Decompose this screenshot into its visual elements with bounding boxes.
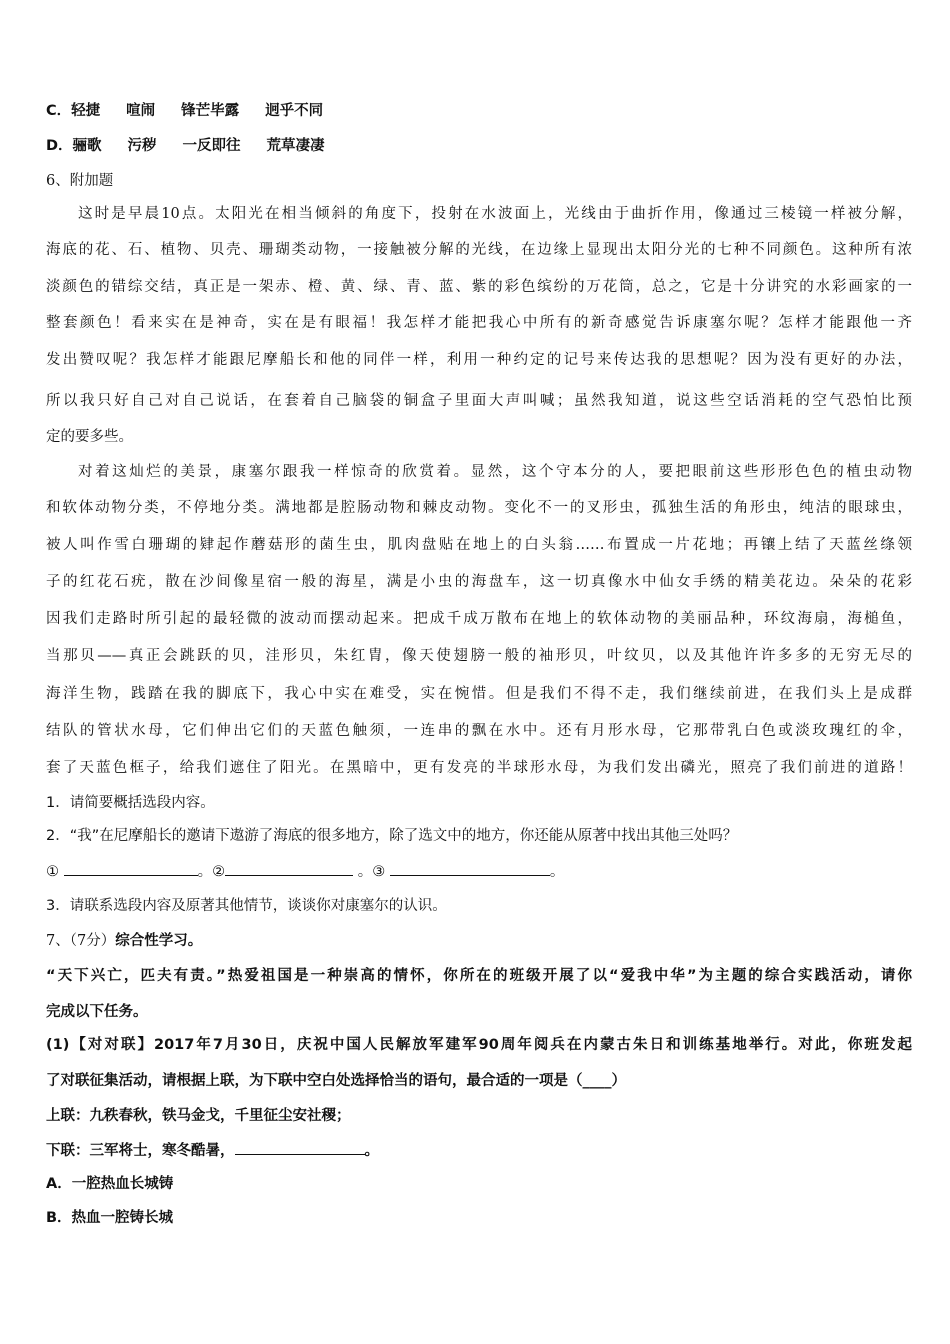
q7-option-a: A．一腔热血长城铸 bbox=[46, 1176, 174, 1192]
blank-end: 。 bbox=[549, 864, 565, 880]
q7-part1-line: 了对联征集活动，请根据上联，为下联中空白处选择恰当的语句，最合适的一项是（____） bbox=[46, 1073, 626, 1089]
couplet-lower-end: 。 bbox=[364, 1143, 379, 1159]
couplet-lower bbox=[46, 1140, 912, 1161]
q7-part1-line: (1)【对对联】2017年7月30日，庆祝中国人民解放军建军90周年阅兵在内蒙古朱日和训练基地举行。对此，你班发起 bbox=[46, 1037, 912, 1053]
answer-blank[interactable] bbox=[225, 861, 353, 876]
option-word: 迥乎不同 bbox=[265, 103, 324, 119]
option-word: 轻捷 bbox=[71, 103, 101, 119]
option-word: 污秽 bbox=[127, 138, 157, 154]
q7-heading-title: 综合性学习。 bbox=[115, 933, 203, 949]
q7-option-b: B．热血一腔铸长城 bbox=[46, 1210, 174, 1226]
option-word: 骊歌 bbox=[72, 138, 102, 154]
q6-para2-line: 套了天蓝色框子，给我们遮住了阳光。在黑暗中，更有发亮的半球形水母，为我们发出磷光，照亮了我们前进的道路！ bbox=[46, 760, 912, 776]
answer-blank[interactable] bbox=[390, 861, 550, 876]
q6-para2-line: 子的红花石疣，散在沙间像星宿一般的海星，满是小虫的海盘车，这一切真像水中仙女手绣的精美花边。朵朵的花彩 bbox=[46, 574, 912, 590]
blank-marker: 。② bbox=[197, 864, 226, 880]
q6-para1-line: 这时是早晨10点。太阳光在相当倾斜的角度下，投射在水波面上，光线由于曲折作用，像通过三棱镜一样被分解， bbox=[78, 206, 912, 222]
q6-para1-line: 整套颜色！看来实在是神奇，实在是有眼福！我怎样才能把我心中所有的新奇感觉告诉康塞尔呢？怎样才能跟他一齐 bbox=[46, 315, 912, 331]
option-word: 一反即往 bbox=[182, 138, 241, 154]
option-word: 荒草凄凄 bbox=[266, 138, 325, 154]
q6-para1-line: 海底的花、石、植物、贝壳、珊瑚类动物，一接触被分解的光线，在边缘上显现出太阳分光的七种不同颜色。这种所有浓 bbox=[46, 242, 912, 258]
option-letter: D． bbox=[46, 138, 73, 154]
couplet-blank[interactable] bbox=[235, 1140, 365, 1155]
q6-sub2-blanks bbox=[46, 861, 912, 882]
q6-sub3: 3．请联系选段内容及原著其他情节，谈谈你对康塞尔的认识。 bbox=[46, 898, 447, 914]
blank-marker: ① bbox=[46, 864, 59, 880]
q7-heading-prefix: 7、（7分） bbox=[46, 933, 116, 949]
q6-para1-line: 淡颜色的错综交结，真正是一架赤、橙、黄、绿、青、蓝、紫的彩色缤纷的万花筒，总之，它是十分讲究的水彩画家的一 bbox=[46, 279, 912, 295]
q6-sub2: 2．“我”在尼摩船长的邀请下遨游了海底的很多地方，除了选文中的地方，你还能从原著中找出其他三处吗？ bbox=[46, 828, 738, 844]
q6-para1-line: 所以我只好自己对自己说话，在套着自己脑袋的铜盒子里面大声叫喊；虽然我知道，说这些空话消耗的空气恐怕比预 bbox=[46, 393, 912, 409]
couplet-upper: 上联：九秩春秋，铁马金戈，千里征尘安社稷； bbox=[46, 1108, 351, 1124]
q7-intro-line: “天下兴亡，匹夫有责。”热爱祖国是一种崇高的情怀，你所在的班级开展了以“爱我中华”为主题的综合实践活动，请你 bbox=[46, 968, 912, 984]
option-word: 锋芒毕露 bbox=[181, 103, 240, 119]
q7-heading bbox=[46, 931, 912, 951]
blank-marker: 。③ bbox=[357, 864, 386, 880]
q5-option-d bbox=[46, 136, 912, 156]
option-letter: C． bbox=[46, 103, 72, 119]
q6-heading: 6、附加题 bbox=[46, 173, 114, 189]
q6-para1-line: 定的要多些。 bbox=[46, 429, 133, 445]
q6-para2-line: 当那贝——真正会跳跃的贝，洼形贝，朱红胄，像天使翅膀一般的袖形贝，叶纹贝，以及其他许许多多的无穷无尽的 bbox=[46, 648, 912, 664]
q6-para2-line: 结队的管状水母，它们伸出它们的天蓝色触须，一连串的飘在水中。还有月形水母，它那带乳白色或淡玫瑰红的伞， bbox=[46, 723, 912, 739]
q6-para2-line: 对着这灿烂的美景，康塞尔跟我一样惊奇的欣赏着。显然，这个守本分的人，要把眼前这些形形色色的植虫动物 bbox=[78, 464, 912, 480]
answer-blank[interactable] bbox=[64, 861, 198, 876]
q6-para2-line: 因我们走路时所引起的最轻微的波动而摆动起来。把成千成万散布在地上的软体动物的美丽品种，环纹海扇，海槌鱼， bbox=[46, 611, 912, 627]
q6-para2-line: 海洋生物，践踏在我的脚底下，我心中实在难受，实在惋惜。但是我们不得不走，我们继续前进，在我们头上是成群 bbox=[46, 686, 912, 702]
q5-option-c bbox=[46, 101, 912, 121]
couplet-lower-text: 下联：三军将士，寒冬酷暑， bbox=[46, 1143, 235, 1159]
q7-intro-line: 完成以下任务。 bbox=[46, 1004, 148, 1020]
q6-sub1: 1．请简要概括选段内容。 bbox=[46, 795, 215, 811]
q6-para2-line: 和软体动物分类，不停地分类。满地都是腔肠动物和棘皮动物。变化不一的叉形虫，孤独生活的角形虫，纯洁的眼球虫， bbox=[46, 500, 912, 516]
option-word: 喧闹 bbox=[126, 103, 156, 119]
q6-para2-line: 被人叫作雪白珊瑚的肄起作蘑菇形的菌生虫，肌肉盘贴在地上的白头翁……布置成一片花地；再镶上结了天蓝丝绦领 bbox=[46, 537, 912, 553]
q6-para1-line: 发出赞叹呢？我怎样才能跟尼摩船长和他的同伴一样，利用一种约定的记号来传达我的思想呢？因为没有更好的办法， bbox=[46, 352, 912, 368]
